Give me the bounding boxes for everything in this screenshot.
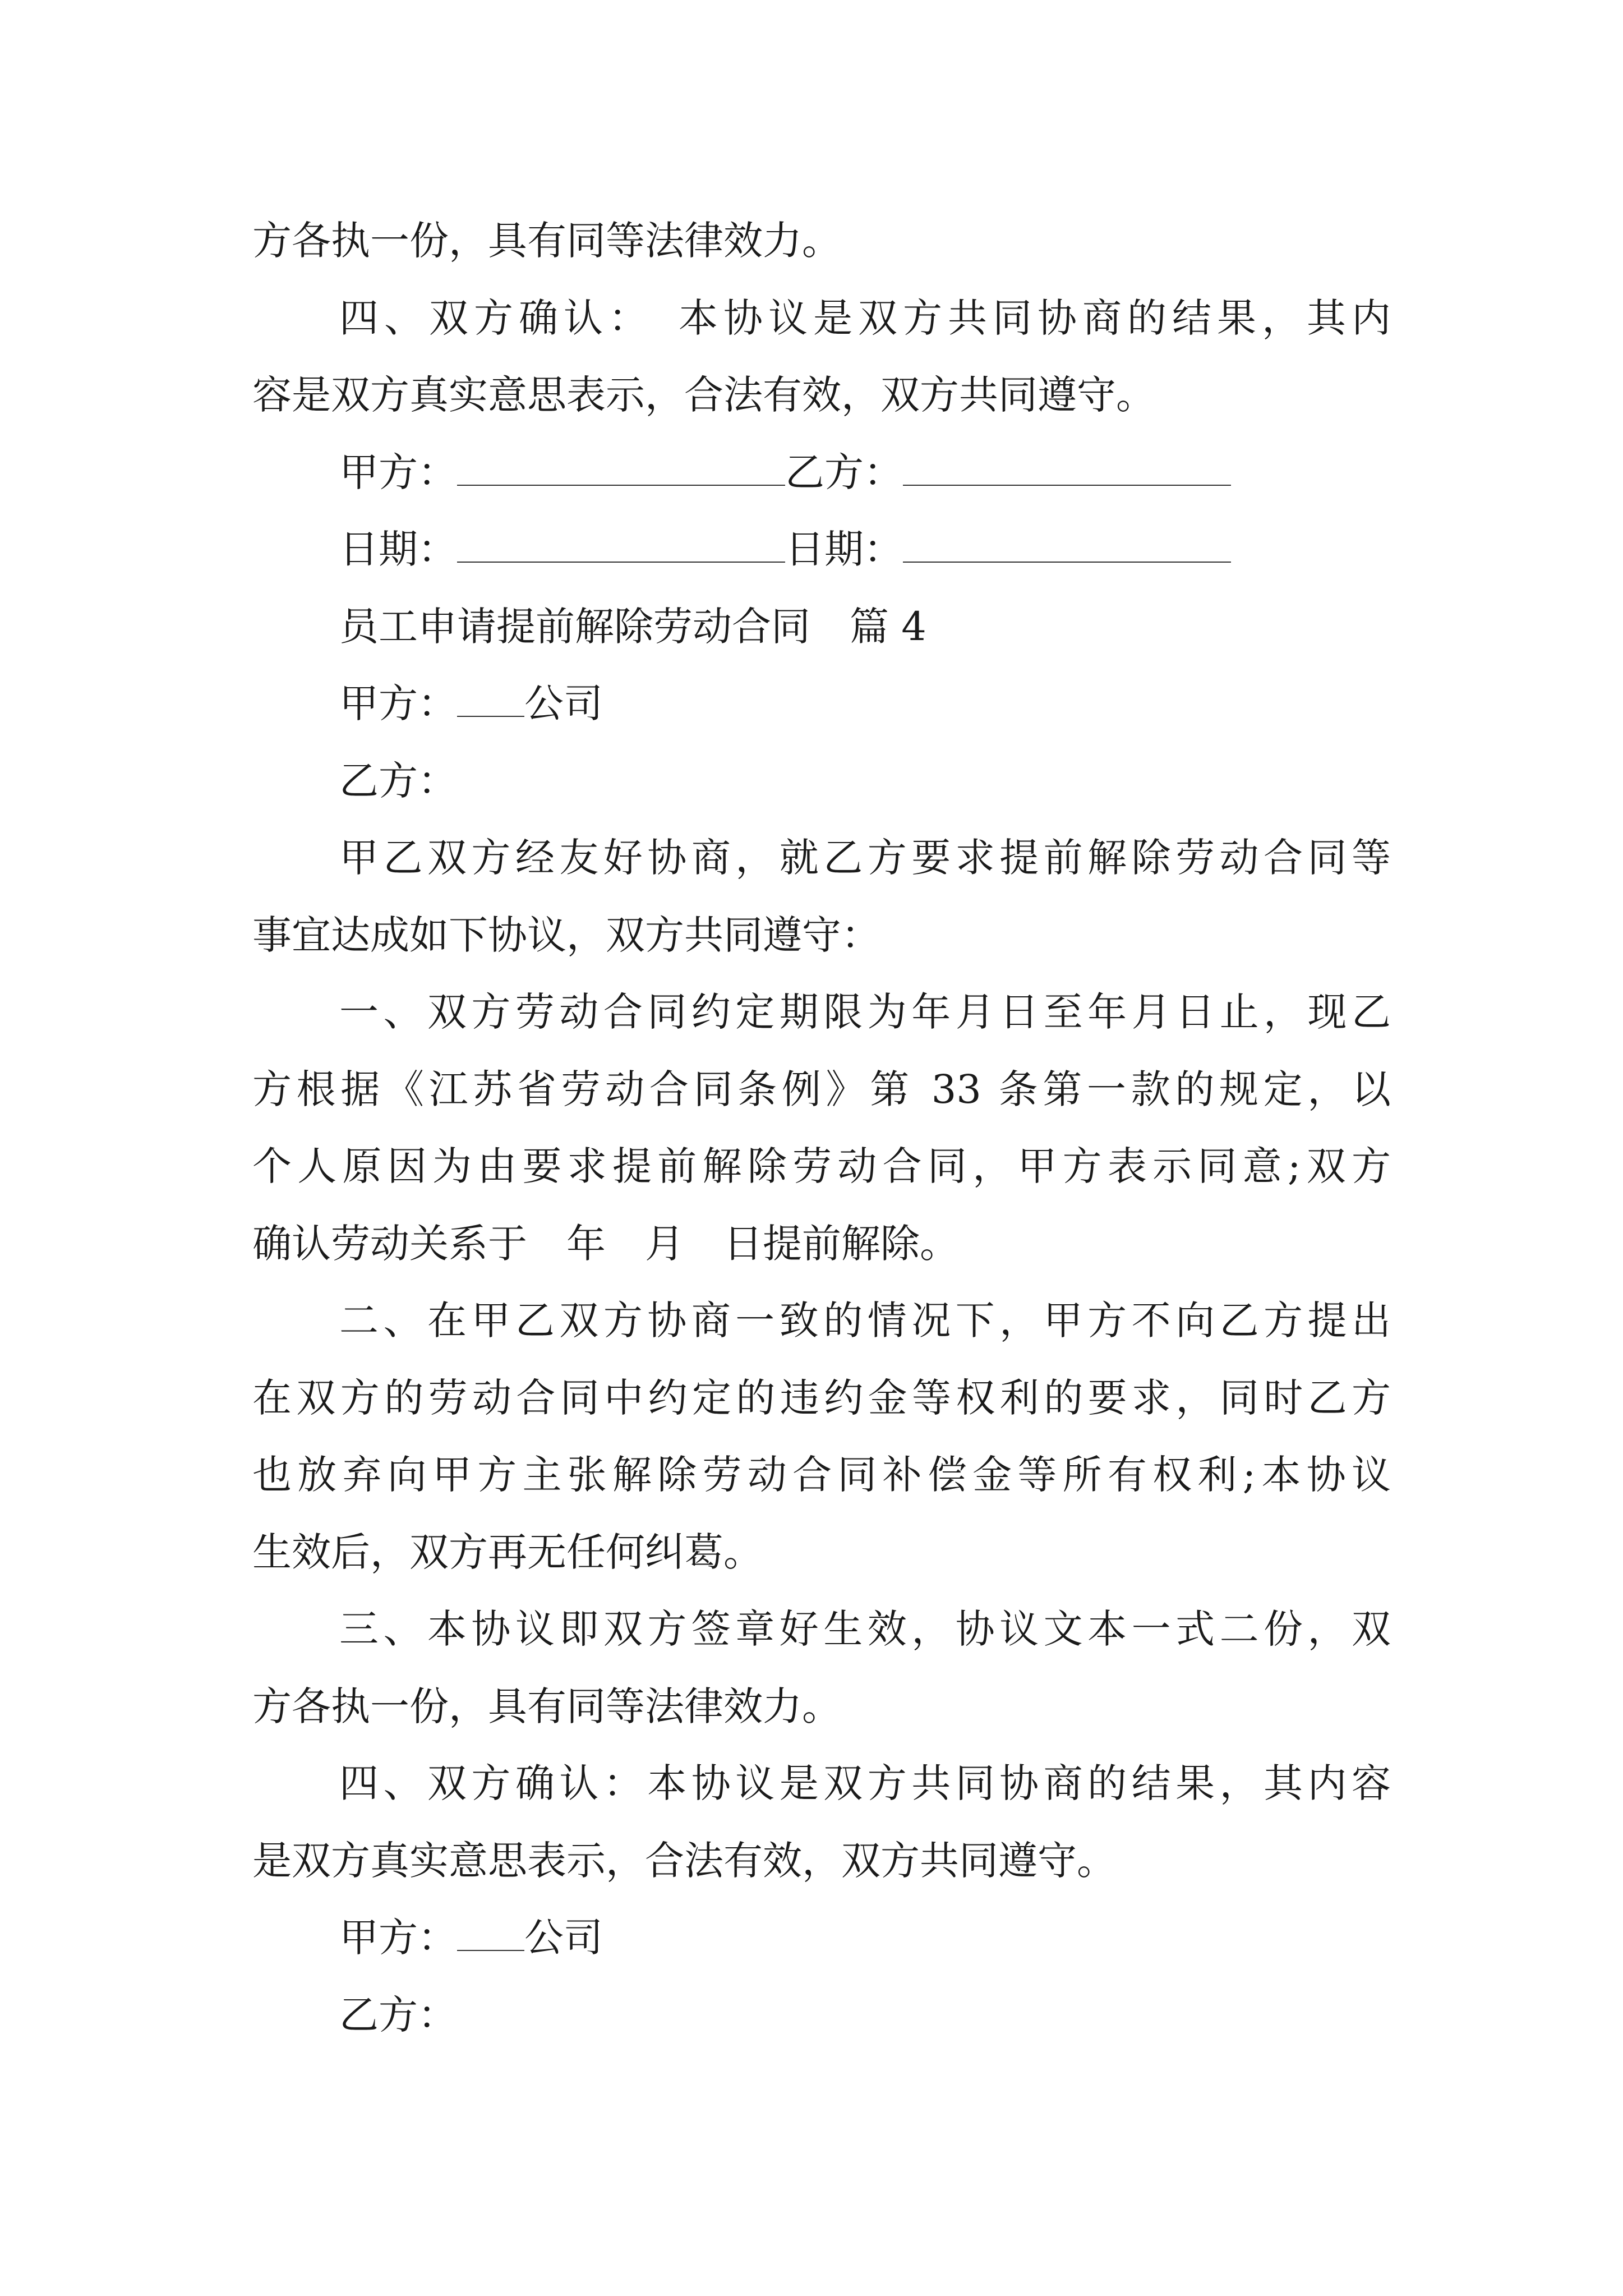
paragraph-line: 事宜达成如下协议，双方共同遵守： — [252, 912, 880, 958]
paragraph-line: 生效后，双方再无任何纠葛。 — [252, 1529, 763, 1575]
date-a-blank — [457, 522, 785, 563]
paragraph-line: 方各执一份，具有同等法律效力。 — [252, 1683, 841, 1729]
party-b-line: 乙方： — [339, 757, 457, 804]
party-a-company-line — [252, 1907, 1391, 1984]
paragraph-line: 方各执一份，具有同等法律效力。 — [252, 218, 841, 264]
signature-party-row — [252, 441, 1391, 519]
company-suffix: 公司 — [524, 1915, 603, 1961]
section-heading: 员工申请提前解除劳动合同 篇 4 — [339, 603, 926, 650]
paragraph-line: 是双方真实意思表示，合法有效，双方共同遵守。 — [252, 1837, 1116, 1884]
party-b-line: 乙方： — [339, 1991, 457, 2038]
paragraph-line: 确认劳动关系于 年 月 日提前解除。 — [252, 1220, 959, 1267]
party-a-signature-blank — [457, 445, 785, 486]
date-a-label: 日期： — [339, 526, 457, 572]
party-a-company-line — [252, 673, 1391, 750]
paragraph-line: 也放弃向甲方主张解除劳动合同补偿金等所有权利;本协议 — [252, 1452, 1391, 1498]
paragraph-line: 在双方的劳动合同中约定的违约金等权利的要求，同时乙方 — [252, 1374, 1391, 1421]
paragraph-line: 方根据《江苏省劳动合同条例》第 33 条第一款的规定，以 — [252, 1066, 1391, 1112]
paragraph-line: 个人原因为由要求提前解除劳动合同，甲方表示同意;双方 — [252, 1143, 1391, 1189]
party-b-label: 乙方： — [785, 449, 903, 495]
date-b-blank — [903, 522, 1231, 563]
paragraph-line: 甲乙双方经友好协商，就乙方要求提前解除劳动合同等 — [339, 835, 1391, 881]
paragraph-line: 四、双方确认：本协议是双方共同协商的结果，其内容 — [339, 1760, 1391, 1806]
paragraph-line: 四、双方确认： 本协议是双方共同协商的结果，其内 — [339, 295, 1391, 341]
paragraph-line: 容是双方真实意思表示，合法有效，双方共同遵守。 — [252, 372, 1155, 418]
party-a-label: 甲方： — [339, 449, 457, 495]
paragraph-line: 三、本协议即双方签章好生效，协议文本一式二份，双 — [339, 1606, 1391, 1652]
paragraph-line: 二、在甲乙双方协商一致的情况下，甲方不向乙方提出 — [339, 1297, 1391, 1343]
party-a-label: 甲方： — [339, 1915, 457, 1961]
date-b-label: 日期： — [785, 526, 903, 572]
company-suffix: 公司 — [524, 680, 603, 726]
party-a-label: 甲方： — [339, 680, 457, 726]
company-name-blank — [457, 1911, 524, 1951]
company-name-blank — [457, 677, 524, 717]
signature-date-row — [252, 518, 1391, 596]
paragraph-line: 一、双方劳动合同约定期限为年月日至年月日止，现乙 — [339, 989, 1391, 1035]
document-body — [252, 210, 1391, 2061]
party-b-signature-blank — [903, 445, 1231, 486]
